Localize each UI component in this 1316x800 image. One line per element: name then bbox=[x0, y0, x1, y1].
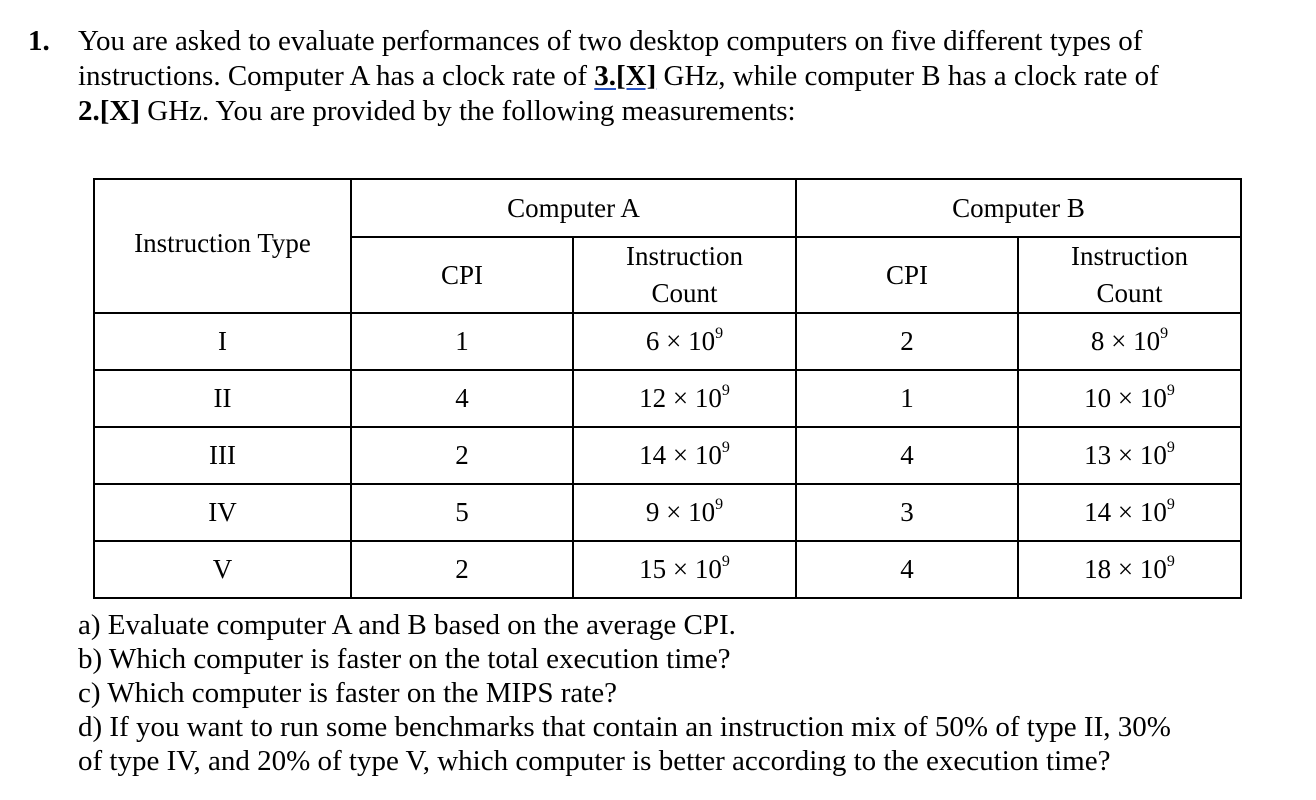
computer-a-cpi-cell bbox=[351, 484, 573, 541]
cell-text: III bbox=[209, 440, 236, 470]
cell-text: 9 bbox=[1166, 496, 1175, 513]
cell-text: V bbox=[212, 554, 233, 584]
cell-text: 10 bbox=[694, 383, 722, 413]
cell-text: 2 bbox=[455, 440, 469, 470]
problem-line-3 bbox=[28, 94, 1298, 129]
cell-text: 9 bbox=[721, 382, 730, 399]
cell-text: 12 bbox=[639, 383, 667, 413]
computer-a-count-cell bbox=[573, 427, 796, 484]
cell-text: 8 bbox=[1090, 326, 1105, 356]
cell-text: 10 bbox=[694, 440, 722, 470]
cell-text: I bbox=[218, 326, 227, 356]
computer-b-cpi-header: CPI bbox=[796, 237, 1018, 313]
cell-text: 9 bbox=[715, 496, 724, 513]
problem-number: 1. bbox=[28, 25, 50, 57]
computer-b-cpi-cell bbox=[796, 484, 1018, 541]
question-b: b) Which computer is faster on the total execution time? bbox=[78, 643, 731, 675]
computer-a-cpi-cell bbox=[351, 541, 573, 598]
table-row bbox=[94, 313, 1241, 370]
computer-b-count-cell bbox=[1018, 484, 1241, 541]
cell-text: 10 bbox=[1084, 383, 1112, 413]
cell-text: 1 bbox=[900, 383, 914, 413]
sub-questions bbox=[78, 608, 1278, 778]
computer-b-cpi-cell bbox=[796, 427, 1018, 484]
cell-text: 4 bbox=[900, 440, 914, 470]
cell-text: × bbox=[1117, 497, 1134, 527]
cell-text: × bbox=[1117, 440, 1134, 470]
cell-text: 6 bbox=[645, 326, 660, 356]
computer-b-count-cell bbox=[1018, 370, 1241, 427]
cell-text: 9 bbox=[1166, 553, 1175, 570]
cell-text: 10 bbox=[688, 497, 716, 527]
cell-text: 10 bbox=[688, 326, 716, 356]
instruction-type-cell bbox=[94, 541, 351, 598]
cell-text: 14 bbox=[639, 440, 667, 470]
line2-after: GHz, while computer B has a clock rate of bbox=[656, 60, 1159, 92]
cell-text: 13 bbox=[1084, 440, 1112, 470]
table-row bbox=[94, 427, 1241, 484]
computer-b-header: Computer B bbox=[796, 179, 1241, 237]
cell-text: 18 bbox=[1084, 554, 1112, 584]
cell-text: 4 bbox=[900, 554, 914, 584]
cell-text: 9 bbox=[645, 497, 660, 527]
cell-text: 3 bbox=[900, 497, 914, 527]
instruction-type-cell bbox=[94, 313, 351, 370]
line3-after: GHz. You are provided by the following measurements: bbox=[140, 95, 796, 127]
question-d-line-1: d) If you want to run some benchmarks that contain an instruction mix of 50% of type II, 30% bbox=[78, 711, 1171, 743]
cell-text: 2 bbox=[455, 554, 469, 584]
count-header-line1: Instruction bbox=[626, 241, 743, 271]
cell-text: 10 bbox=[1139, 497, 1167, 527]
computer-b-count-cell bbox=[1018, 313, 1241, 370]
problem-line-2 bbox=[28, 59, 1298, 94]
count-header-line2: Count bbox=[1096, 278, 1163, 308]
cell-text: 14 bbox=[1084, 497, 1112, 527]
instruction-type-cell bbox=[94, 427, 351, 484]
problem-text-line-3 bbox=[78, 94, 1298, 129]
computer-a-count-cell bbox=[573, 370, 796, 427]
clock-rate-a: 3.[X] bbox=[594, 60, 657, 92]
cell-text: 10 bbox=[1139, 383, 1167, 413]
line2-before: instructions. Computer A has a clock rate of bbox=[78, 60, 595, 92]
table-header-row bbox=[94, 179, 1241, 237]
cell-text: 9 bbox=[1160, 325, 1169, 342]
cell-text: 9 bbox=[1166, 382, 1175, 399]
cell-text: × bbox=[672, 440, 689, 470]
instruction-type-cell bbox=[94, 370, 351, 427]
computer-b-count-cell bbox=[1018, 541, 1241, 598]
computer-b-count-cell bbox=[1018, 427, 1241, 484]
computer-b-cpi-cell bbox=[796, 541, 1018, 598]
measurements-table bbox=[93, 178, 1242, 599]
computer-a-header: Computer A bbox=[351, 179, 796, 237]
problem-statement bbox=[28, 24, 1298, 129]
computer-a-cpi-cell bbox=[351, 313, 573, 370]
cell-text: IV bbox=[208, 497, 237, 527]
question-a: a) Evaluate computer A and B based on the average CPI. bbox=[78, 609, 736, 641]
cell-text: 10 bbox=[1133, 326, 1161, 356]
computer-b-cpi-cell bbox=[796, 313, 1018, 370]
cell-text: × bbox=[1111, 326, 1127, 356]
question-c: c) Which computer is faster on the MIPS rate? bbox=[78, 677, 618, 709]
instruction-type-header: Instruction Type bbox=[94, 179, 351, 313]
computer-a-count-cell bbox=[573, 484, 796, 541]
cell-text: 1 bbox=[455, 326, 469, 356]
cell-text: 9 bbox=[721, 553, 730, 570]
instruction-type-cell bbox=[94, 484, 351, 541]
problem-line-1 bbox=[28, 24, 1298, 59]
problem-text-line-1: You are asked to evaluate performances of two desktop computers on five different types of bbox=[78, 25, 1143, 57]
cell-text: × bbox=[666, 326, 682, 356]
cell-text: 9 bbox=[1166, 439, 1175, 456]
count-header-line2: Count bbox=[651, 278, 718, 308]
count-header-line1: Instruction bbox=[1071, 241, 1188, 271]
computer-a-cpi-header: CPI bbox=[351, 237, 573, 313]
computer-b-count-header bbox=[1018, 237, 1241, 313]
cell-text: 9 bbox=[715, 325, 724, 342]
clock-rate-b: 2.[X] bbox=[78, 95, 141, 127]
cell-text: × bbox=[1117, 383, 1134, 413]
cell-text: × bbox=[666, 497, 682, 527]
cell-text: × bbox=[1117, 554, 1134, 584]
computer-a-cpi-cell bbox=[351, 427, 573, 484]
cell-text: 4 bbox=[455, 383, 469, 413]
cell-text: 2 bbox=[900, 326, 914, 356]
cell-text: II bbox=[213, 383, 232, 413]
question-d-line-2: of type IV, and 20% of type V, which computer is better according to the execution time? bbox=[78, 745, 1111, 777]
table-row bbox=[94, 541, 1241, 598]
table-row bbox=[94, 370, 1241, 427]
cell-text: 9 bbox=[721, 439, 730, 456]
computer-b-cpi-cell bbox=[796, 370, 1018, 427]
cell-text: 10 bbox=[1139, 440, 1167, 470]
cell-text: 5 bbox=[455, 497, 469, 527]
cell-text: × bbox=[672, 554, 689, 584]
cell-text: 10 bbox=[1139, 554, 1167, 584]
problem-text-line-2 bbox=[78, 59, 1298, 94]
cell-text: × bbox=[672, 383, 689, 413]
table-row bbox=[94, 484, 1241, 541]
computer-a-count-cell bbox=[573, 313, 796, 370]
computer-a-cpi-cell bbox=[351, 370, 573, 427]
cell-text: 15 bbox=[639, 554, 667, 584]
computer-a-count-cell bbox=[573, 541, 796, 598]
cell-text: 10 bbox=[694, 554, 722, 584]
computer-a-count-header bbox=[573, 237, 796, 313]
